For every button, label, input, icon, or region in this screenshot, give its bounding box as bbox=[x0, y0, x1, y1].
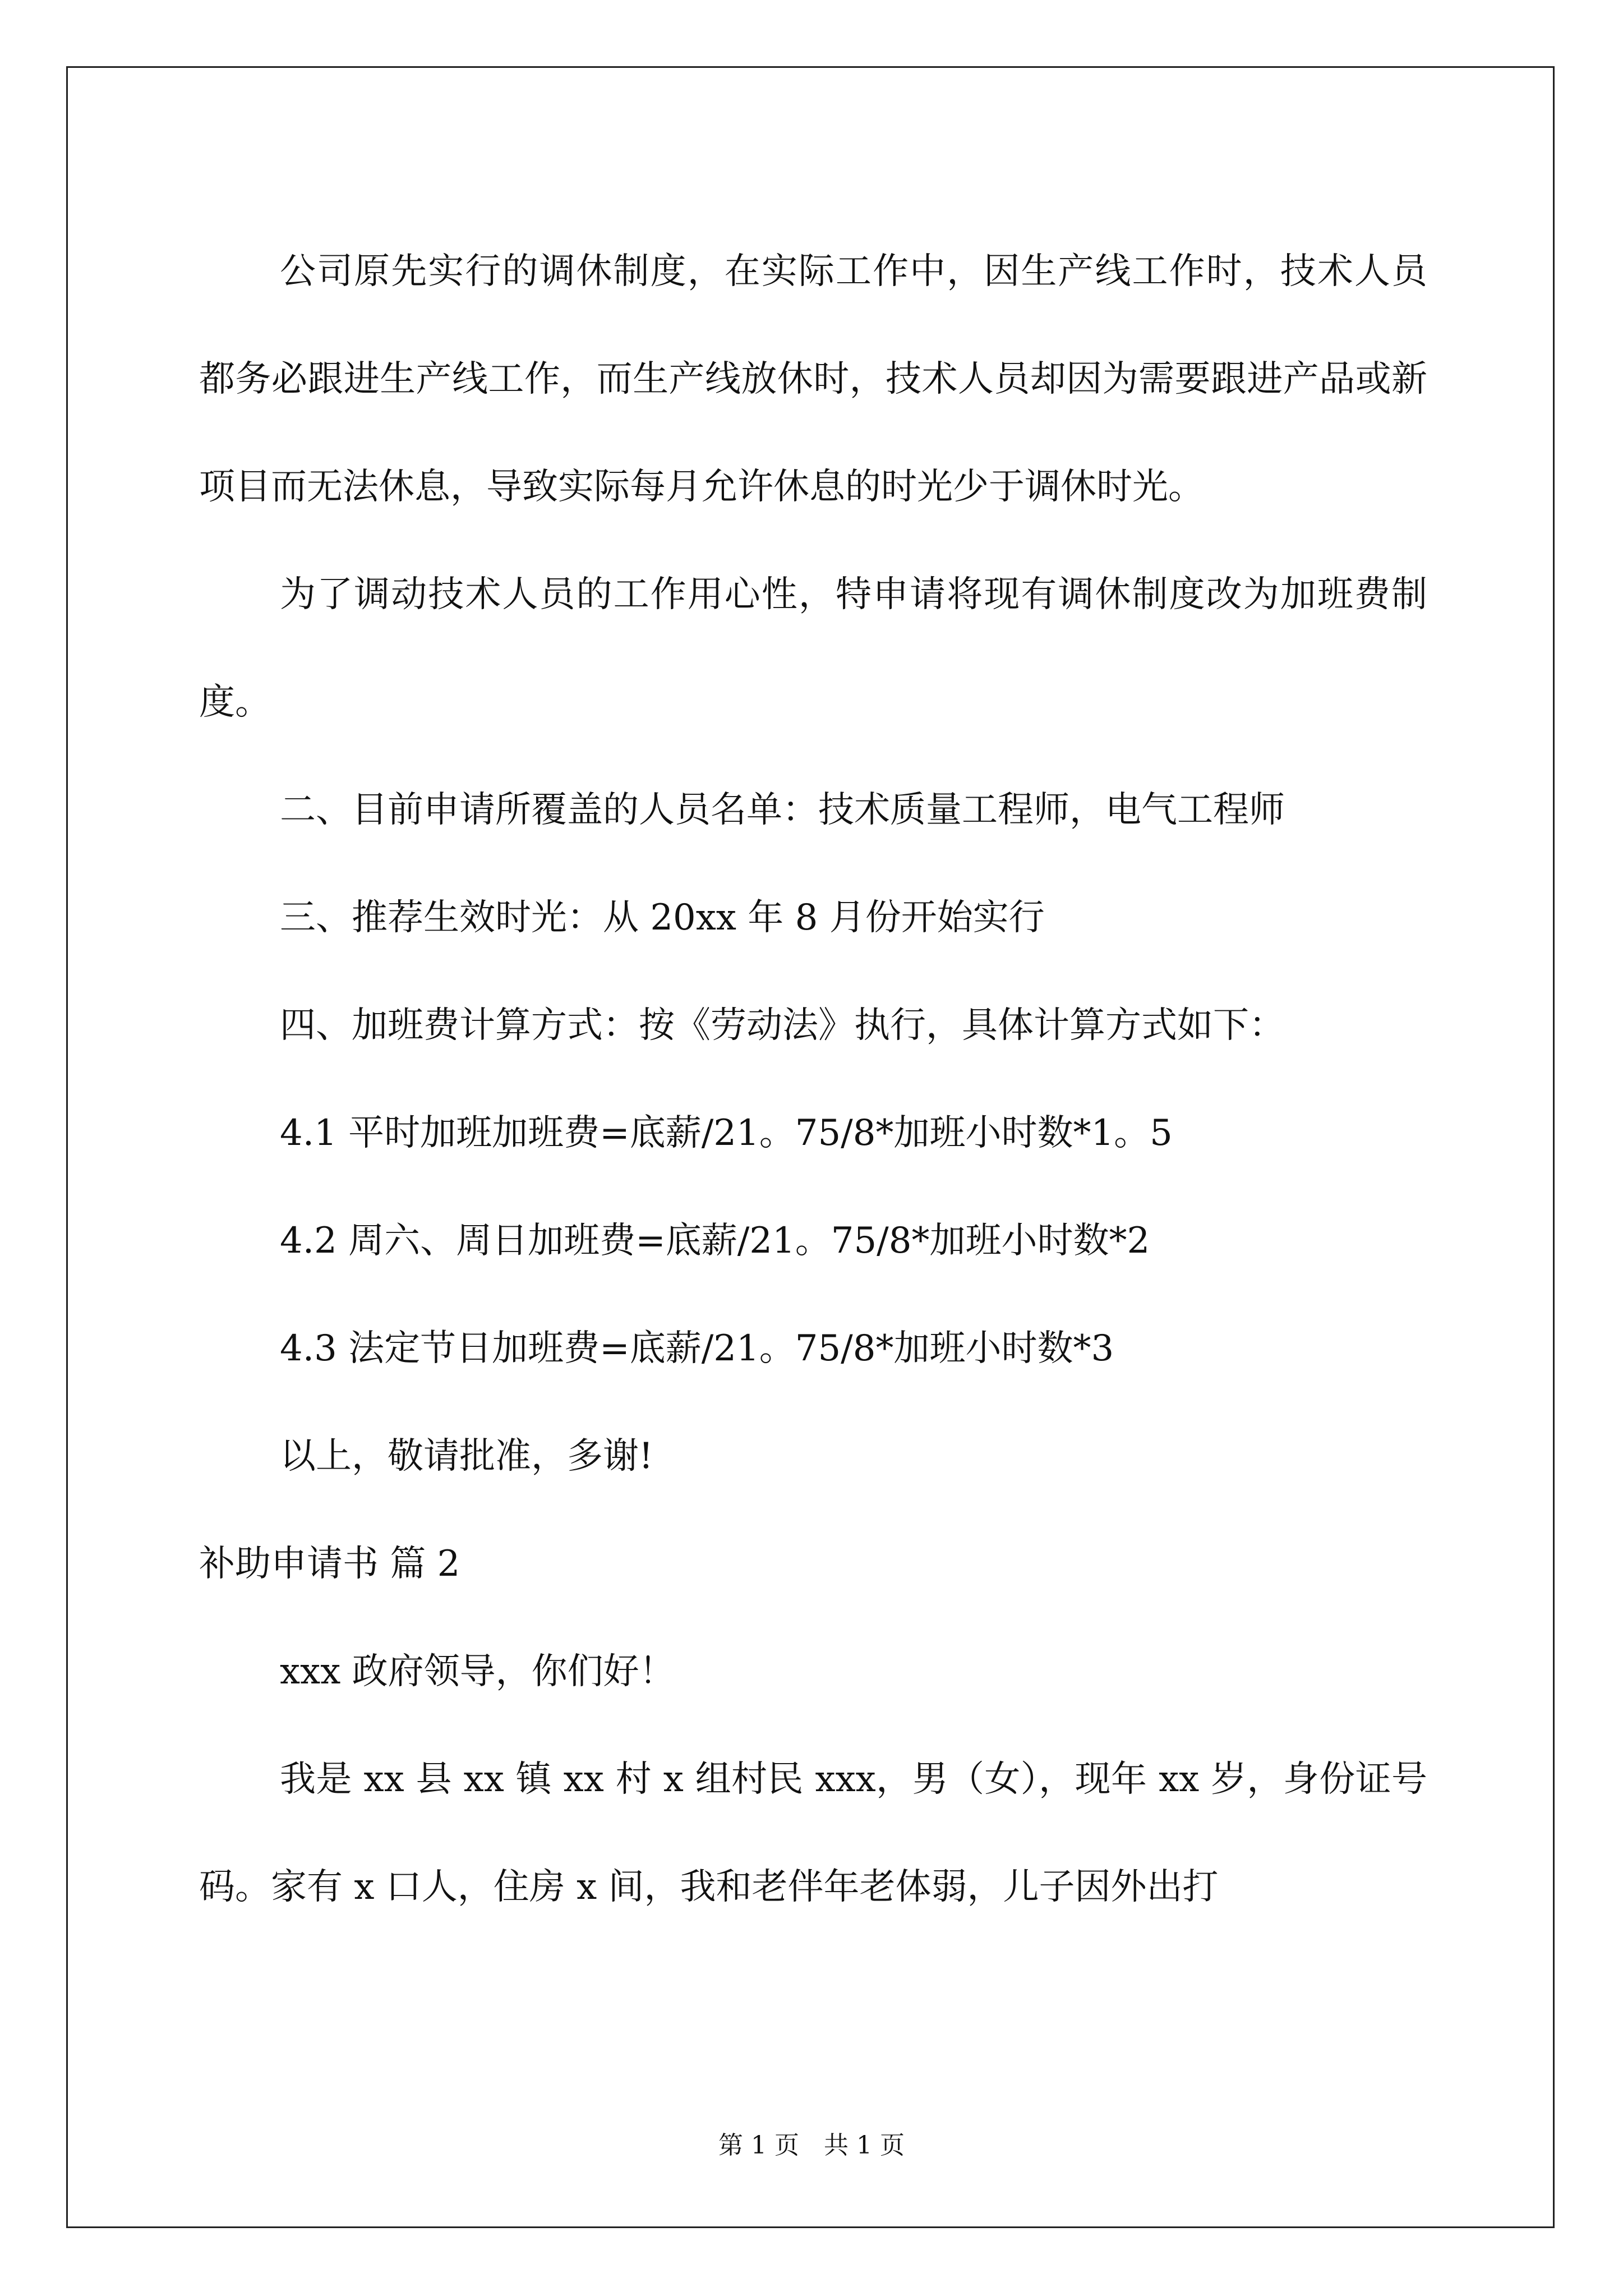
page-number-total: 共 1 页 bbox=[824, 2131, 905, 2160]
paragraph: 以上，敬请批准，多谢! bbox=[280, 1435, 653, 1477]
paragraph: 三、推荐生效时光：从 20xx 年 8 月份开始实行 bbox=[280, 897, 1045, 938]
section-heading: 补助申请书 篇 2 bbox=[199, 1543, 460, 1585]
page-footer bbox=[0, 2129, 1623, 2162]
paragraph: 公司原先实行的调休制度，在实际工作中，因生产线工作时，技术人员都务必跟进生产线工作，而生产线放休时，技术人员却因为需要跟进产品或新项目而无法休息，导致实际每月允许休息的时光少于调休时光。 bbox=[199, 251, 1427, 508]
paragraph: 四、加班费计算方式：按《劳动法》执行，具体计算方式如下： bbox=[280, 1005, 1285, 1046]
paragraph: 4.2 周六、周日加班费=底薪/21。75/8*加班小时数*2 bbox=[280, 1220, 1150, 1262]
paragraph: xxx 政府领导，你们好！ bbox=[280, 1651, 675, 1692]
page-number-current: 第 1 页 bbox=[718, 2131, 799, 2160]
document-body bbox=[199, 218, 1427, 1941]
paragraph: 我是 xx 县 xx 镇 xx 村 x 组村民 xxx，男（女），现年 xx 岁，身份证号码。家有 x 口人，住房 x 间，我和老伴年老体弱，儿子因外出打 bbox=[199, 1759, 1427, 1908]
paragraph: 为了调动技术人员的工作用心性，特申请将现有调休制度改为加班费制度。 bbox=[199, 574, 1427, 723]
paragraph: 4.3 法定节日加班费=底薪/21。75/8*加班小时数*3 bbox=[280, 1328, 1114, 1369]
paragraph: 4.1 平时加班加班费=底薪/21。75/8*加班小时数*1。5 bbox=[280, 1112, 1173, 1154]
paragraph: 二、目前申请所覆盖的人员名单：技术质量工程师，电气工程师 bbox=[280, 789, 1285, 831]
